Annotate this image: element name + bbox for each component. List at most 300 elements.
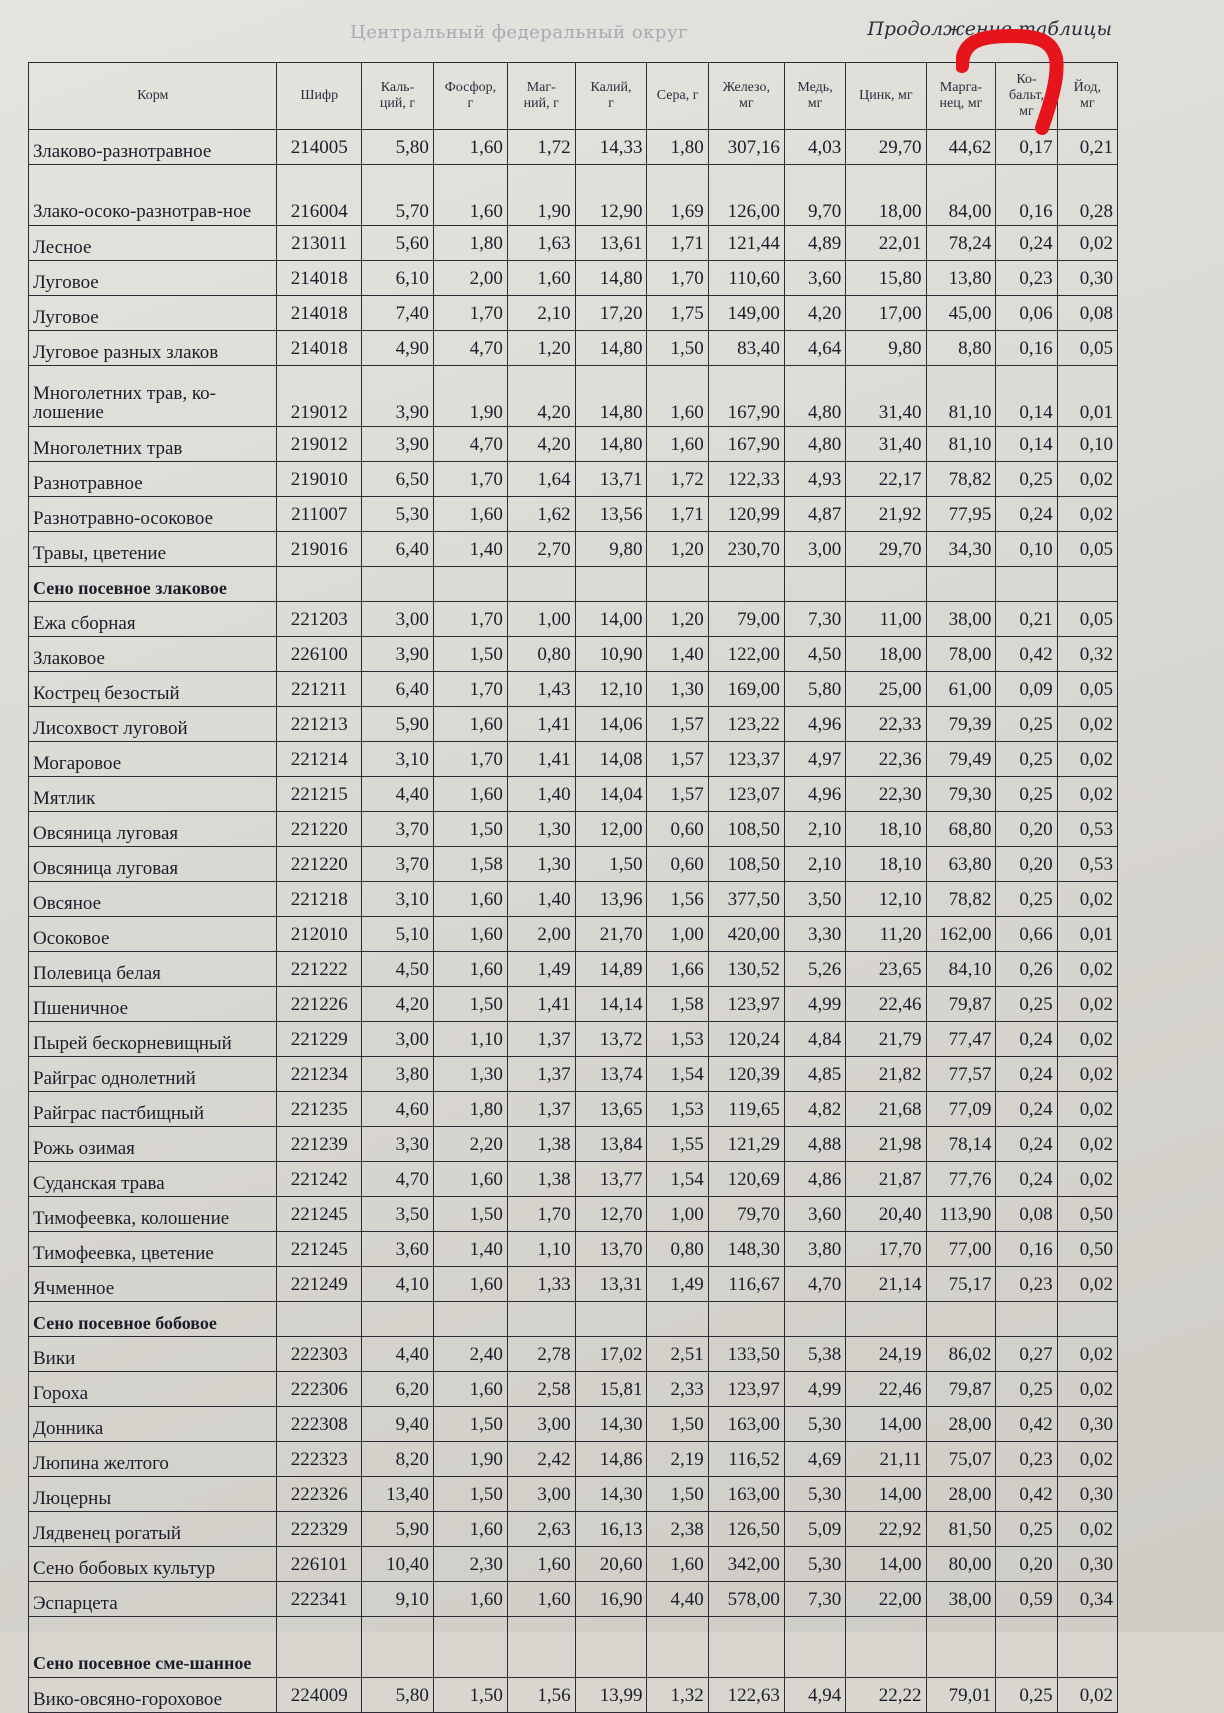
mineral-value: 21,87 [846,1162,926,1197]
mineral-value: 1,70 [433,296,507,331]
mineral-value: 1,90 [433,366,507,427]
mineral-value: 68,80 [926,812,996,847]
mineral-value: 78,82 [926,882,996,917]
mineral-value: 123,97 [708,987,784,1022]
mineral-value: 9,70 [784,165,845,226]
mineral-value: 9,80 [575,532,647,567]
mineral-value: 0,53 [1057,812,1117,847]
feed-name: Овсяница луговая [29,812,277,847]
mineral-value: 1,55 [647,1127,708,1162]
feed-code: 226100 [277,637,362,672]
mineral-value: 2,19 [647,1442,708,1477]
mineral-value: 116,67 [708,1267,784,1302]
mineral-value [708,1617,784,1678]
mineral-value: 0,10 [996,532,1057,567]
mineral-value: 7,30 [784,1582,845,1617]
mineral-value: 29,70 [846,532,926,567]
mineral-value: 1,38 [507,1127,575,1162]
mineral-value: 1,60 [433,952,507,987]
mineral-value: 13,56 [575,497,647,532]
mineral-value: 14,00 [846,1547,926,1582]
mineral-value: 0,02 [1057,707,1117,742]
feed-name: Кострец безостый [29,672,277,707]
feed-name: Злаково-разнотравное [29,130,277,165]
mineral-value: 0,23 [996,261,1057,296]
mineral-value: 12,70 [575,1197,647,1232]
column-header: Йод, мг [1057,63,1117,130]
column-header: Марга- нец, мг [926,63,996,130]
mineral-value [708,1302,784,1337]
mineral-value: 2,51 [647,1337,708,1372]
feed-code: 221239 [277,1127,362,1162]
mineral-value: 86,02 [926,1337,996,1372]
mineral-value: 2,42 [507,1442,575,1477]
mineral-value: 4,20 [784,296,845,331]
mineral-value [575,1617,647,1678]
feed-code [277,1617,362,1678]
mineral-value: 1,37 [507,1092,575,1127]
mineral-value: 1,50 [433,987,507,1022]
mineral-value [926,1302,996,1337]
table-row [29,1547,1118,1582]
mineral-value: 1,60 [433,1162,507,1197]
mineral-value: 120,24 [708,1022,784,1057]
table-row [29,165,1118,226]
mineral-value: 21,98 [846,1127,926,1162]
mineral-value: 4,99 [784,1372,845,1407]
mineral-value: 4,99 [784,987,845,1022]
table-row [29,1512,1118,1547]
mineral-value: 1,70 [433,462,507,497]
mineral-value: 31,40 [846,427,926,462]
mineral-value: 22,92 [846,1512,926,1547]
mineral-value: 2,30 [433,1547,507,1582]
mineral-value: 0,24 [996,1092,1057,1127]
mineral-value: 4,60 [362,1092,434,1127]
table-row [29,296,1118,331]
mineral-value: 0,50 [1057,1197,1117,1232]
mineral-value: 1,30 [507,847,575,882]
mineral-value: 4,70 [433,331,507,366]
mineral-value: 1,40 [507,777,575,812]
table-row [29,532,1118,567]
mineral-value: 21,70 [575,917,647,952]
mineral-value: 1,60 [507,1547,575,1582]
mineral-value: 162,00 [926,917,996,952]
mineral-value: 3,00 [362,602,434,637]
mineral-value: 123,22 [708,707,784,742]
mineral-value: 1,10 [507,1232,575,1267]
mineral-value: 0,25 [996,462,1057,497]
mineral-value: 5,38 [784,1337,845,1372]
mineral-value: 4,20 [362,987,434,1022]
mineral-value: 4,20 [507,366,575,427]
table-row [29,462,1118,497]
feed-code: 213011 [277,226,362,261]
mineral-value: 1,64 [507,462,575,497]
mineral-value: 13,77 [575,1162,647,1197]
mineral-value: 1,63 [507,226,575,261]
feed-code: 219012 [277,427,362,462]
mineral-value [362,567,434,602]
mineral-value: 1,00 [507,602,575,637]
mineral-value: 0,23 [996,1442,1057,1477]
column-header: Каль- ций, г [362,63,434,130]
table-row [29,1442,1118,1477]
mineral-value: 0,20 [996,1547,1057,1582]
feed-code: 212010 [277,917,362,952]
mineral-value: 1,72 [647,462,708,497]
mineral-value: 1,60 [433,1267,507,1302]
mineral-value: 0,08 [1057,296,1117,331]
mineral-value: 5,90 [362,1512,434,1547]
mineral-value: 578,00 [708,1582,784,1617]
mineral-value: 6,10 [362,261,434,296]
mineral-value: 0,25 [996,987,1057,1022]
feed-code: 221235 [277,1092,362,1127]
mineral-value [507,1617,575,1678]
section-title: Сено посевное злаковое [29,567,277,602]
mineral-value: 79,87 [926,1372,996,1407]
mineral-value: 1,57 [647,742,708,777]
mineral-value: 0,42 [996,637,1057,672]
feed-code: 221245 [277,1197,362,1232]
mineral-value: 5,09 [784,1512,845,1547]
mineral-value: 2,63 [507,1512,575,1547]
feed-name: Гороха [29,1372,277,1407]
feed-code: 214018 [277,296,362,331]
mineral-value: 4,90 [362,331,434,366]
mineral-value: 1,80 [647,130,708,165]
mineral-value: 22,22 [846,1678,926,1713]
table-row [29,1022,1118,1057]
mineral-value: 122,33 [708,462,784,497]
feed-code: 221218 [277,882,362,917]
mineral-value: 4,69 [784,1442,845,1477]
mineral-value: 29,70 [846,130,926,165]
mineral-value [996,1302,1057,1337]
mineral-value: 0,06 [996,296,1057,331]
mineral-value: 1,40 [507,882,575,917]
mineral-value: 16,13 [575,1512,647,1547]
mineral-value: 0,01 [1057,366,1117,427]
table-row [29,707,1118,742]
table-row [29,130,1118,165]
mineral-value: 21,92 [846,497,926,532]
mineral-value: 0,16 [996,1232,1057,1267]
mineral-value: 0,02 [1057,1162,1117,1197]
feed-name: Лисохвост луговой [29,707,277,742]
mineral-value: 1,50 [647,331,708,366]
mineral-value: 1,58 [433,847,507,882]
mineral-value: 18,10 [846,847,926,882]
mineral-value: 0,14 [996,427,1057,462]
table-row [29,637,1118,672]
mineral-value: 10,90 [575,637,647,672]
mineral-value: 167,90 [708,427,784,462]
mineral-value: 0,05 [1057,331,1117,366]
feed-code: 219012 [277,366,362,427]
mineral-value: 18,00 [846,165,926,226]
feed-name: Лесное [29,226,277,261]
feed-code: 221245 [277,1232,362,1267]
mineral-value: 4,03 [784,130,845,165]
feed-name: Злако-осоко-разнотрав-ное [29,165,277,226]
table-row [29,1197,1118,1232]
feed-code: 214018 [277,331,362,366]
table-row [29,952,1118,987]
mineral-value [784,567,845,602]
mineral-value: 126,00 [708,165,784,226]
feed-code: 222326 [277,1477,362,1512]
mineral-value [647,567,708,602]
mineral-value: 77,76 [926,1162,996,1197]
mineral-value: 5,80 [784,672,845,707]
table-row [29,1337,1118,1372]
mineral-value: 163,00 [708,1407,784,1442]
mineral-value: 3,00 [507,1407,575,1442]
mineral-value [784,1302,845,1337]
mineral-value: 9,80 [846,331,926,366]
mineral-value: 167,90 [708,366,784,427]
mineral-value: 342,00 [708,1547,784,1582]
feed-code: 221214 [277,742,362,777]
mineral-value: 9,40 [362,1407,434,1442]
mineral-value: 5,30 [784,1547,845,1582]
table-row [29,1232,1118,1267]
mineral-value: 20,60 [575,1547,647,1582]
feed-name: Травы, цветение [29,532,277,567]
mineral-value: 0,02 [1057,882,1117,917]
mineral-value: 4,89 [784,226,845,261]
mineral-value: 1,70 [507,1197,575,1232]
feed-code: 221242 [277,1162,362,1197]
mineral-value: 123,37 [708,742,784,777]
feed-name: Осоковое [29,917,277,952]
mineral-value: 18,00 [846,637,926,672]
mineral-value: 1,71 [647,226,708,261]
feed-name: Пшеничное [29,987,277,1022]
mineral-value: 5,30 [362,497,434,532]
table-header-row [29,63,1118,130]
mineral-value: 123,97 [708,1372,784,1407]
mineral-value: 14,80 [575,331,647,366]
column-header: Медь, мг [784,63,845,130]
mineral-value: 14,30 [575,1407,647,1442]
mineral-value: 2,00 [433,261,507,296]
table-row [29,1057,1118,1092]
mineral-value: 3,60 [362,1232,434,1267]
mineral-value: 79,87 [926,987,996,1022]
feed-code [277,1302,362,1337]
table-row [29,1678,1118,1713]
mineral-value [846,567,926,602]
section-heading-row [29,1617,1118,1678]
mineral-value: 0,24 [996,1162,1057,1197]
mineral-value: 1,37 [507,1057,575,1092]
mineral-value: 4,40 [362,1337,434,1372]
mineral-value: 3,60 [784,261,845,296]
feed-code: 221222 [277,952,362,987]
table-row [29,882,1118,917]
feed-name: Рожь озимая [29,1127,277,1162]
mineral-value: 1,10 [433,1022,507,1057]
mineral-value: 116,52 [708,1442,784,1477]
mineral-value: 3,90 [362,366,434,427]
mineral-value: 0,30 [1057,1547,1117,1582]
mineral-value: 420,00 [708,917,784,952]
mineral-value [433,1617,507,1678]
mineral-value [433,1302,507,1337]
mineral-value: 1,80 [433,1092,507,1127]
mineral-value: 21,68 [846,1092,926,1127]
mineral-value: 2,33 [647,1372,708,1407]
mineral-value: 0,02 [1057,226,1117,261]
column-header: Цинк, мг [846,63,926,130]
mineral-value: 1,53 [647,1092,708,1127]
mineral-value: 61,00 [926,672,996,707]
feed-code: 221211 [277,672,362,707]
mineral-value: 3,30 [362,1127,434,1162]
mineral-value: 77,47 [926,1022,996,1057]
table-row [29,261,1118,296]
mineral-value: 1,57 [647,707,708,742]
mineral-value [507,1302,575,1337]
mineral-value [507,567,575,602]
mineral-value: 0,10 [1057,427,1117,462]
mineral-value: 13,74 [575,1057,647,1092]
feed-code: 221249 [277,1267,362,1302]
table-body [29,130,1118,1713]
mineral-value: 7,30 [784,602,845,637]
table-row [29,497,1118,532]
mineral-value: 77,09 [926,1092,996,1127]
mineral-value: 120,39 [708,1057,784,1092]
table-row [29,672,1118,707]
mineral-value: 1,60 [433,1582,507,1617]
feed-code [277,567,362,602]
feed-code: 211007 [277,497,362,532]
mineral-value: 4,64 [784,331,845,366]
feed-name: Райграс однолетний [29,1057,277,1092]
mineral-value: 6,50 [362,462,434,497]
mineral-value: 1,50 [433,637,507,672]
mineral-value: 14,89 [575,952,647,987]
mineral-value: 1,66 [647,952,708,987]
mineral-value: 0,60 [647,847,708,882]
mineral-value: 3,70 [362,847,434,882]
mineral-value: 0,02 [1057,777,1117,812]
mineral-value: 0,02 [1057,1442,1117,1477]
mineral-value [846,1617,926,1678]
mineral-value: 22,36 [846,742,926,777]
mineral-value: 1,30 [507,812,575,847]
table-row [29,1372,1118,1407]
mineral-value: 1,69 [647,165,708,226]
mineral-value: 120,69 [708,1162,784,1197]
mineral-value: 5,90 [362,707,434,742]
mineral-value: 0,21 [1057,130,1117,165]
mineral-value: 0,20 [996,812,1057,847]
mineral-value: 0,20 [996,847,1057,882]
feed-code: 222306 [277,1372,362,1407]
mineral-value: 0,02 [1057,1678,1117,1713]
mineral-value: 1,60 [507,261,575,296]
feed-name: Мятлик [29,777,277,812]
mineral-value: 75,07 [926,1442,996,1477]
mineral-value: 16,90 [575,1582,647,1617]
mineral-value: 22,00 [846,1582,926,1617]
mineral-value: 84,10 [926,952,996,987]
mineral-value: 5,80 [362,1678,434,1713]
mineral-value: 230,70 [708,532,784,567]
mineral-value: 1,50 [647,1477,708,1512]
mineral-value: 4,70 [362,1162,434,1197]
table-row [29,602,1118,637]
feed-code: 214018 [277,261,362,296]
mineral-value: 1,40 [647,637,708,672]
mineral-value: 1,70 [433,742,507,777]
mineral-value: 14,80 [575,427,647,462]
mineral-value: 1,57 [647,777,708,812]
mineral-value: 3,10 [362,882,434,917]
mineral-value: 5,30 [784,1477,845,1512]
feed-name: Многолетних трав, ко-лошение [29,366,277,427]
mineral-value: 4,70 [784,1267,845,1302]
mineral-value: 2,10 [784,812,845,847]
table-row [29,427,1118,462]
mineral-value: 1,41 [507,987,575,1022]
mineral-value: 1,20 [647,602,708,637]
mineral-value: 0,14 [996,366,1057,427]
mineral-value: 17,20 [575,296,647,331]
mineral-value: 163,00 [708,1477,784,1512]
feed-code: 221234 [277,1057,362,1092]
table-row [29,1267,1118,1302]
mineral-value: 3,80 [362,1057,434,1092]
feed-name: Донника [29,1407,277,1442]
mineral-value: 21,79 [846,1022,926,1057]
mineral-value: 38,00 [926,602,996,637]
mineral-value: 14,04 [575,777,647,812]
mineral-value: 84,00 [926,165,996,226]
mineral-value: 0,02 [1057,1267,1117,1302]
mineral-value: 0,02 [1057,1337,1117,1372]
mineral-value: 1,38 [507,1162,575,1197]
mineral-value: 121,44 [708,226,784,261]
mineral-value: 1,00 [647,1197,708,1232]
feed-name: Разнотравное [29,462,277,497]
feed-name: Многолетних трав [29,427,277,462]
mineral-value: 108,50 [708,847,784,882]
feed-code: 222303 [277,1337,362,1372]
table-row [29,226,1118,261]
mineral-value: 1,41 [507,742,575,777]
mineral-value: 0,24 [996,1057,1057,1092]
section-heading-row [29,1302,1118,1337]
mineral-value: 1,60 [433,1372,507,1407]
mineral-value: 20,40 [846,1197,926,1232]
mineral-value: 17,00 [846,296,926,331]
mineral-value: 5,80 [362,130,434,165]
mineral-value: 1,37 [507,1022,575,1057]
feed-name: Люцерны [29,1477,277,1512]
mineral-value: 3,70 [362,812,434,847]
mineral-value: 0,05 [1057,532,1117,567]
mineral-value: 14,00 [575,602,647,637]
mineral-value: 17,70 [846,1232,926,1267]
table-row [29,1582,1118,1617]
